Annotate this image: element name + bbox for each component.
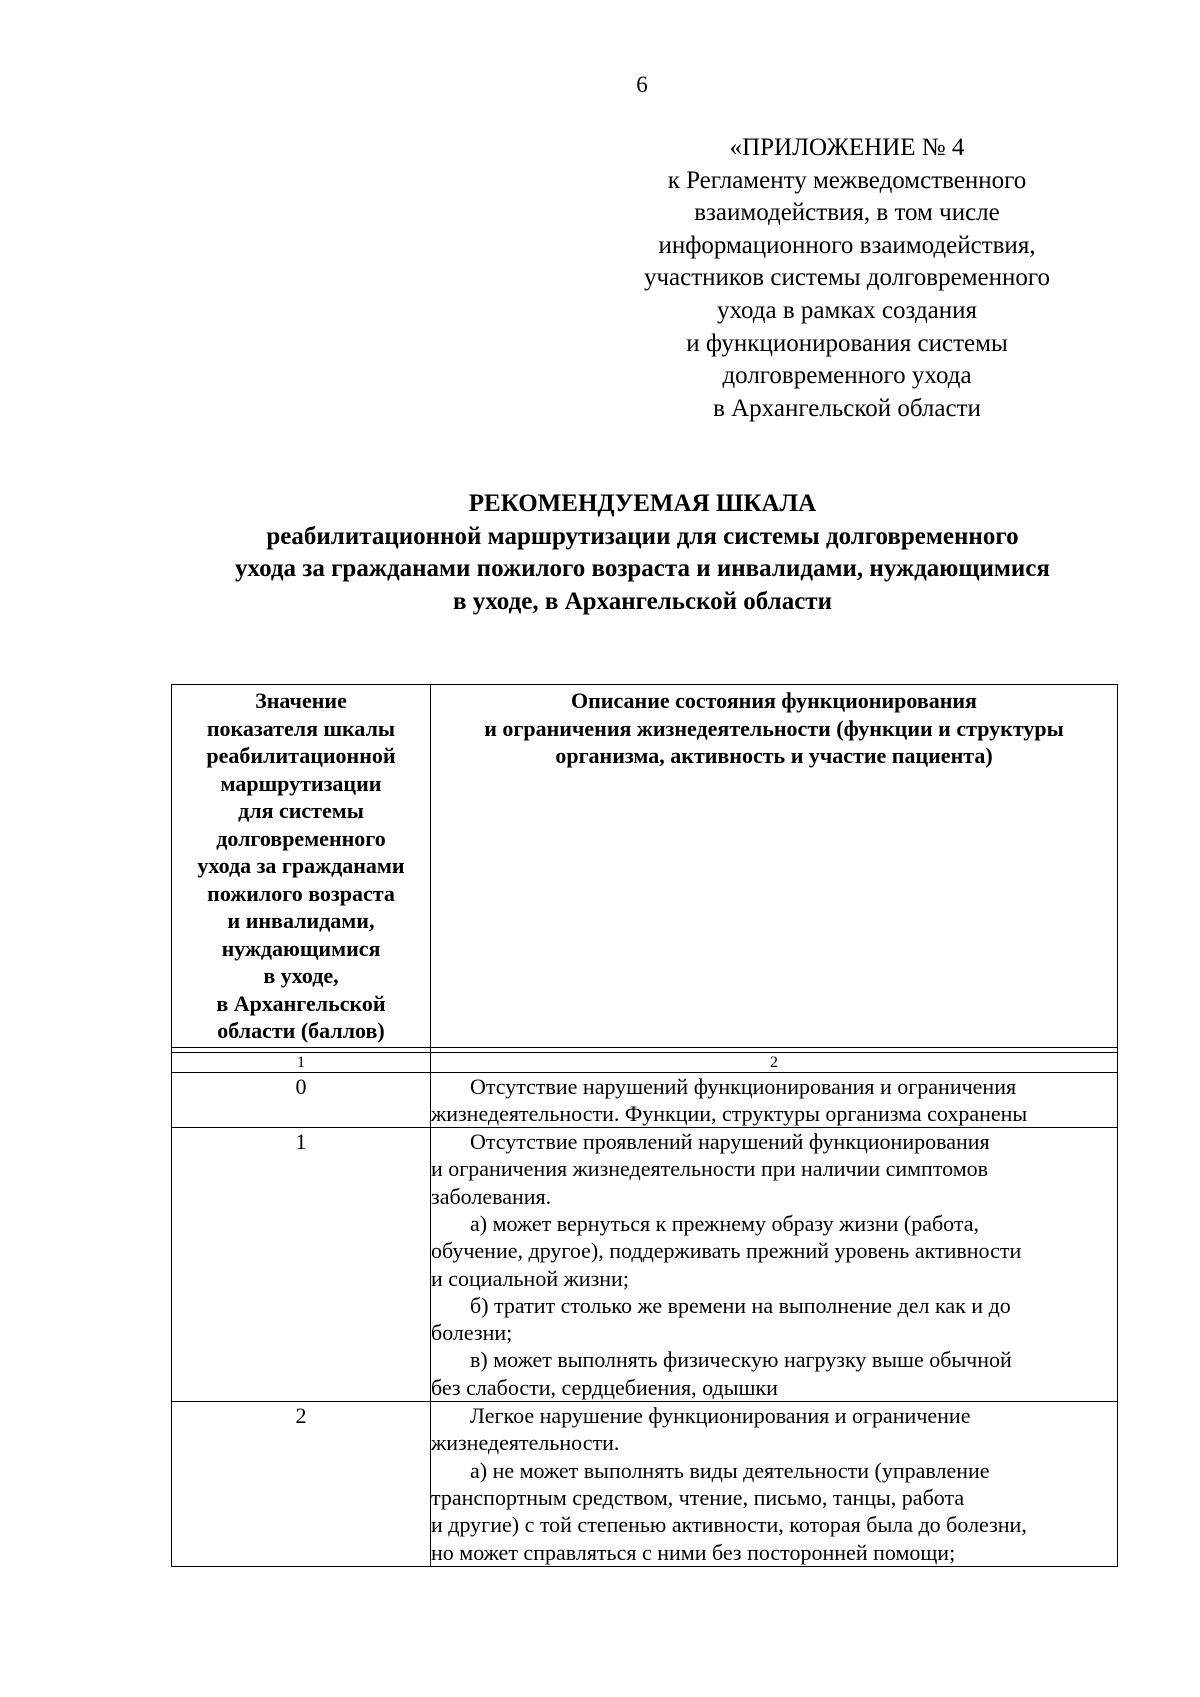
table-row <box>172 1128 1118 1402</box>
appendix-line: взаимодействия, в том числе <box>694 199 1000 227</box>
header-line: организма, активность и участие пациента) <box>555 743 993 768</box>
description-line: Отсутствие проявлений нарушений функционирования <box>470 1129 990 1155</box>
table-header-row <box>172 685 1118 1048</box>
description-cell <box>431 1072 1118 1128</box>
description-line: б) тратит столько же времени на выполнение дел как и до <box>470 1292 1011 1318</box>
header-line: маршрутизации <box>220 770 382 796</box>
table-row <box>172 1072 1118 1128</box>
title-line: реабилитационной маршрутизации для системы долговременного <box>266 522 1019 550</box>
description-line: а) может вернуться к прежнему образу жизни (работа, <box>470 1210 980 1236</box>
appendix-line: участников системы долговременного <box>643 264 1051 292</box>
title-line: в уходе, в Архангельской области <box>453 587 832 615</box>
description-line: а) не может выполнять виды деятельности (управление <box>470 1457 990 1483</box>
score-cell: 0 <box>172 1072 431 1128</box>
description-line: и социальной жизни; <box>431 1265 629 1291</box>
header-line: реабилитационной <box>206 743 396 768</box>
header-line: для системы <box>238 798 364 823</box>
column-number: 2 <box>431 1052 1118 1072</box>
header-line: в уходе, <box>263 963 339 988</box>
description-line: жизнедеятельности. Функции, структуры организма сохранены <box>431 1100 1028 1126</box>
description-line: Отсутствие нарушений функционирования и ограничения <box>470 1073 1017 1099</box>
appendix-line: информационного взаимодействия, <box>658 231 1036 259</box>
header-line: ухода за гражданами <box>197 853 405 878</box>
description-cell <box>431 1128 1118 1402</box>
table-row <box>172 1402 1118 1567</box>
title-line: ухода за гражданами пожилого возраста и инвалидами, нуждающимися <box>235 555 1050 582</box>
header-score-column <box>172 685 431 1048</box>
description-line: жизнедеятельности. <box>431 1430 620 1456</box>
score-cell: 1 <box>172 1128 431 1402</box>
column-number-row <box>172 1052 1118 1072</box>
appendix-line: к Регламенту межведомственного <box>667 166 1027 194</box>
appendix-line: ухода в рамках создания <box>716 296 978 324</box>
title-line: РЕКОМЕНДУЕМАЯ ШКАЛА <box>468 490 817 517</box>
header-line: и инвалидами, <box>227 908 375 933</box>
description-cell <box>431 1402 1118 1567</box>
header-description-column <box>431 685 1118 1048</box>
description-line: без слабости, сердцебиения, одышки <box>431 1374 778 1400</box>
score-cell: 2 <box>172 1402 431 1567</box>
header-line: области (баллов) <box>217 1018 385 1043</box>
description-line: в) может выполнять физическую нагрузку выше обычной <box>470 1347 1012 1373</box>
description-line: и другие) с той степенью активности, которая была до болезни, <box>431 1512 1027 1538</box>
description-line: транспортным средством, чтение, письмо, танцы, работа <box>431 1484 965 1510</box>
header-line: долговременного <box>216 825 386 851</box>
appendix-line: в Архангельской области <box>713 394 981 422</box>
description-line: Легкое нарушение функционирования и ограничение <box>470 1403 971 1429</box>
appendix-line: «ПРИЛОЖЕНИЕ № 4 <box>729 134 965 161</box>
rehabilitation-scale-table <box>171 684 1118 1567</box>
appendix-line: долговременного ухода <box>722 362 972 390</box>
header-line: показателя шкалы <box>206 715 396 741</box>
document-title <box>150 488 1135 618</box>
description-line: и ограничения жизнедеятельности при наличии симптомов <box>431 1156 989 1182</box>
header-line: в Архангельской <box>216 990 386 1016</box>
header-line: Значение <box>255 688 347 713</box>
appendix-heading <box>608 132 1086 425</box>
description-line: заболевания. <box>431 1183 552 1209</box>
description-line: обучение, другое), поддерживать прежний уровень активности <box>431 1238 1022 1264</box>
description-line: болезни; <box>431 1320 513 1346</box>
header-line: пожилого возраста <box>207 880 395 906</box>
appendix-line: и функционирования системы <box>686 329 1008 357</box>
column-number: 1 <box>172 1052 431 1072</box>
header-line: Описание состояния функционирования <box>571 688 977 713</box>
header-line: нуждающимися <box>221 935 381 961</box>
page-number: 6 <box>636 72 648 97</box>
description-line: но может справляться с ними без посторонней помощи; <box>431 1539 956 1565</box>
header-line: и ограничения жизнедеятельности (функции и структуры <box>484 715 1064 741</box>
